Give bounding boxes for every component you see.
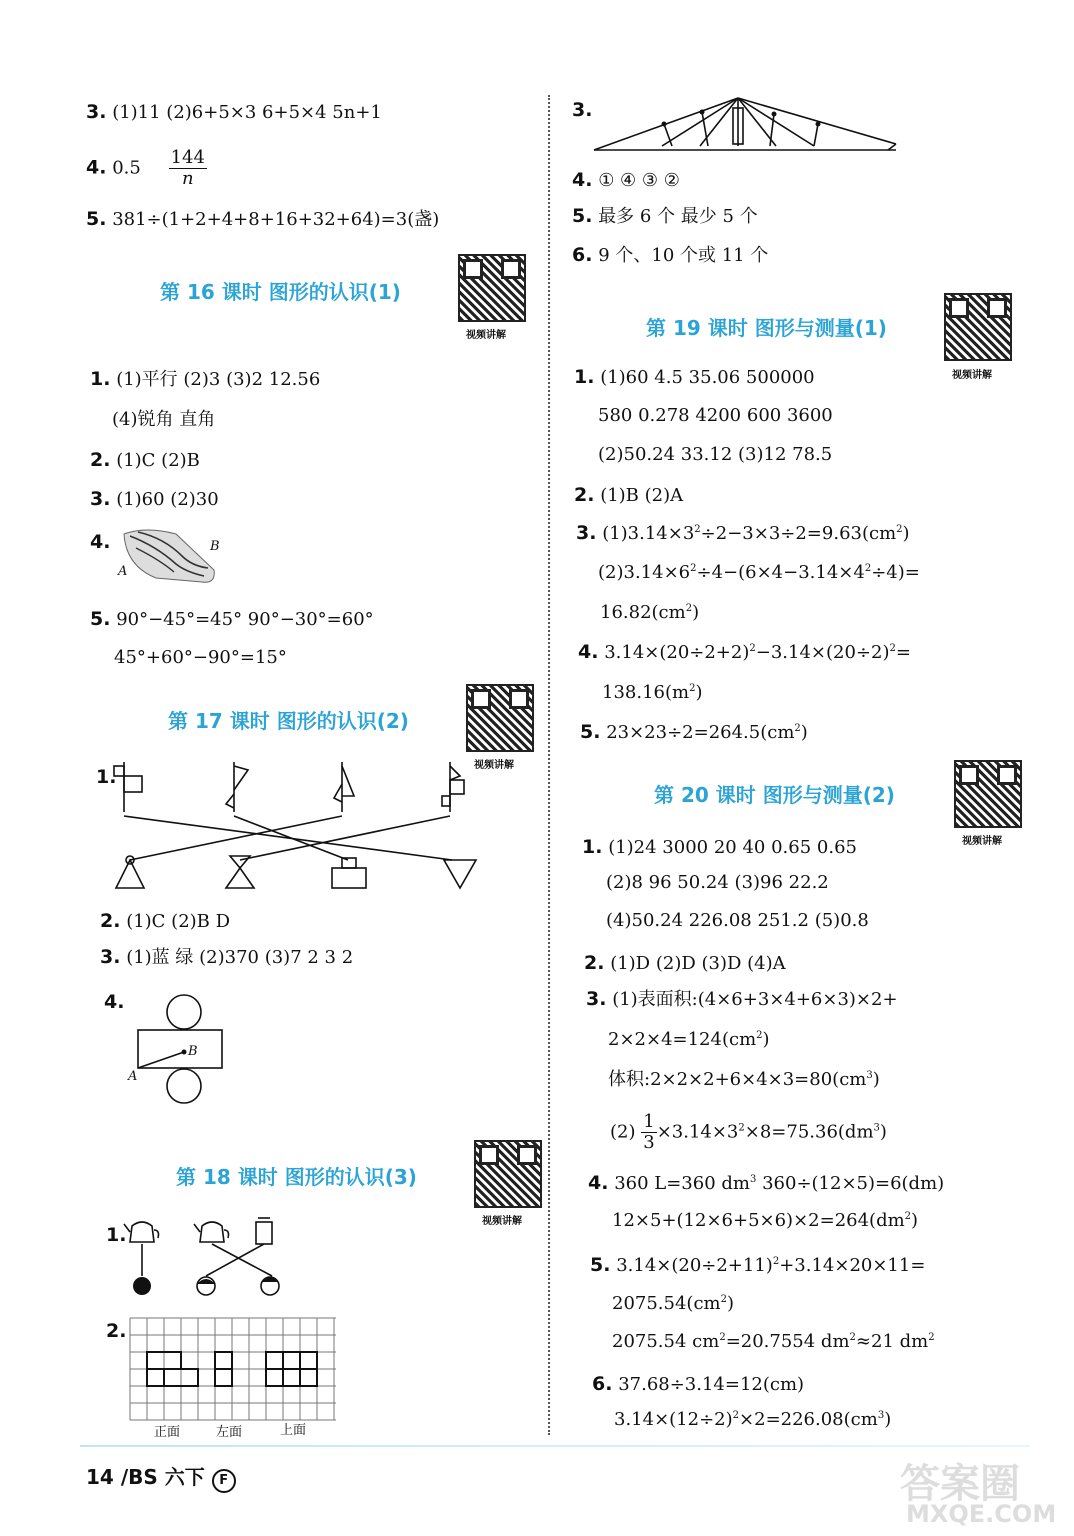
exponent: 2 [772, 1256, 780, 1267]
formula-part: ×8=75.36(dm [744, 1121, 874, 1143]
left-q5 [86, 210, 439, 229]
s16-q1 [90, 370, 320, 389]
question-number: 4. [104, 991, 125, 1013]
qr-label: 视频讲解 [474, 760, 514, 771]
s16-q1-line2: (4)锐角 直角 [112, 409, 216, 430]
view-label-front: 正面 [154, 1425, 181, 1440]
question-number: 5. [86, 208, 107, 230]
s19-q4-line2 [602, 684, 702, 702]
formula-part: 360÷(12×5)=6(dm) [756, 1173, 945, 1194]
exponent: 2 [694, 524, 701, 535]
fraction [641, 1112, 656, 1153]
formula-part: −3.14×(20÷2) [755, 642, 890, 663]
qr-code-icon[interactable] [458, 254, 526, 322]
s20-q3 [586, 990, 898, 1009]
section-heading-20: 第 20 课时 图形与测量(2) [654, 783, 895, 807]
formula-part: ×3.14×3 [656, 1121, 739, 1143]
exponent: 2 [889, 643, 896, 654]
question-number: 2. [100, 910, 121, 932]
answer-text: 9 个、10 个或 11 个 [598, 245, 769, 266]
view-label-top: 上面 [280, 1423, 307, 1438]
fraction-numerator: 144 [170, 147, 205, 168]
formula-part: 3.14×(20÷2+11) [616, 1255, 773, 1276]
formula-part: ) [872, 1069, 880, 1090]
s19-q1-line3: (2)50.24 33.12 (3)12 78.5 [598, 444, 833, 465]
answer-text: 0.5 [112, 157, 141, 179]
question-number: 3. [572, 99, 593, 121]
exponent: 2 [690, 563, 697, 574]
exponent: 2 [719, 1332, 726, 1343]
answer-text: (1)D (2)D (3)D (4)A [610, 953, 786, 974]
question-number: 4. [572, 169, 593, 191]
s16-q5 [90, 610, 374, 629]
answer-text: (1)60 (2)30 [116, 489, 219, 510]
question-number: 2. [574, 484, 595, 506]
right-q4 [572, 171, 680, 190]
question-number: 4. [90, 531, 111, 553]
left-q3 [86, 103, 382, 122]
question-number: 5. [90, 608, 111, 630]
formula-part: ) [692, 602, 700, 623]
s20-q1-line3: (4)50.24 226.08 251.2 (5)0.8 [606, 910, 869, 931]
s20-q6 [592, 1375, 804, 1394]
exponent: 2 [689, 683, 696, 694]
column-divider [548, 95, 550, 1435]
s20-q4-line2 [612, 1212, 918, 1230]
point-label-a: A [128, 1069, 138, 1084]
formula-part: ×2=226.08(cm [739, 1409, 878, 1430]
section-heading-17: 第 17 课时 图形的认识(2) [168, 709, 409, 733]
exponent: 3 [873, 1122, 880, 1134]
question-number: 5. [572, 205, 593, 227]
fraction-denominator: 3 [643, 1131, 655, 1153]
exponent: 2 [720, 1294, 727, 1305]
question-number: 3. [90, 488, 111, 510]
qr-label: 视频讲解 [482, 1216, 522, 1227]
qr-code-icon[interactable] [466, 684, 534, 752]
exponent: 2 [904, 1211, 912, 1222]
right-q6 [572, 246, 768, 265]
question-number: 5. [580, 721, 601, 743]
answer-text: 90°−45°=45° 90°−30°=60° [116, 609, 374, 630]
qr-code-icon[interactable] [954, 760, 1022, 828]
s20-q1-line2: (2)8 96 50.24 (3)96 22.2 [606, 872, 829, 893]
edition-badge: F [212, 1469, 236, 1493]
formula-part: 12×5+(12×6+5×6)×2=264(dm [612, 1210, 905, 1231]
question-number: 2. [90, 449, 111, 471]
point-label-b: B [188, 1044, 198, 1059]
question-number: 3. [100, 946, 121, 968]
formula-part: +3.14×20×11= [779, 1255, 926, 1276]
formula-part: ) [800, 722, 808, 743]
formula-part: ) [762, 1029, 770, 1050]
formula-part: ÷4)= [871, 562, 920, 583]
formula-part: ) [879, 1121, 887, 1143]
s20-q5 [590, 1256, 925, 1275]
qr-code-icon[interactable] [474, 1140, 542, 1208]
question-number: 5. [590, 1254, 611, 1276]
roof-truss-figure [592, 94, 898, 152]
formula-part: 360 L=360 dm [614, 1173, 750, 1194]
formula-part: 2×2×4=124(cm [608, 1029, 757, 1050]
question-number: 1. [96, 766, 117, 788]
s20-q6-line2 [614, 1411, 891, 1429]
formula-part: (1)3.14×3 [602, 523, 695, 544]
answer-text: 最多 6 个 最少 5 个 [598, 206, 758, 227]
answer-text: (1)60 4.5 35.06 500000 [600, 367, 815, 388]
answer-text: (1)C (2)B [116, 450, 200, 471]
question-number: 4. [86, 156, 107, 179]
exponent: 2 [756, 1030, 763, 1041]
question-number: 6. [572, 244, 593, 266]
answer-text: (1)蓝 绿 (2)370 (3)7 2 3 2 [126, 947, 354, 968]
answer-text: (1)11 (2)6+5×3 6+5×4 5n+1 [112, 102, 382, 123]
exponent: 2 [749, 643, 756, 654]
s19-q1 [574, 368, 815, 387]
qr-code-icon[interactable] [944, 293, 1012, 361]
three-views-grid-figure [130, 1318, 336, 1422]
formula-part: 体积:2×2×2+6×4×3=80(cm [608, 1069, 867, 1090]
question-number: 3. [576, 522, 597, 544]
right-q5 [572, 207, 758, 226]
footer-rule [80, 1445, 1030, 1447]
s17-q3 [100, 948, 353, 967]
formula-part: = [895, 642, 911, 663]
s20-q1 [582, 838, 857, 857]
exponent: 2 [864, 563, 872, 574]
exponent: 3 [866, 1070, 873, 1081]
page-footer [86, 1467, 236, 1493]
qr-label: 视频讲解 [962, 836, 1002, 847]
s16-q5-line2: 45°+60°−90°=15° [114, 647, 287, 668]
s16-q3 [90, 490, 219, 509]
question-number: 1. [106, 1224, 127, 1246]
exponent: 2 [738, 1122, 745, 1134]
answer-text: 381÷(1+2+4+8+16+32+64)=3(盏) [112, 209, 440, 230]
s20-q3-line3 [608, 1071, 880, 1089]
left-q4 [86, 148, 207, 189]
s20-q5-line2 [612, 1295, 734, 1313]
question-number: 1. [582, 836, 603, 858]
answer-text: ① ④ ③ ② [598, 170, 680, 191]
fraction-numerator: 1 [643, 1111, 655, 1132]
formula-part: ÷4−(6×4−3.14×4 [696, 562, 865, 583]
fraction-denominator: n [181, 167, 194, 189]
s19-q4 [578, 643, 911, 662]
section-heading-18: 第 18 课时 图形的认识(3) [176, 1165, 417, 1189]
exponent: 2 [794, 723, 801, 734]
page-number: 14 [86, 1465, 114, 1489]
s16-q2 [90, 451, 200, 470]
cylinder-net-figure [126, 994, 226, 1106]
exponent: 2 [685, 603, 693, 614]
s19-q3 [576, 524, 910, 543]
view-label-left: 左面 [216, 1425, 243, 1440]
s19-q5 [580, 723, 808, 742]
formula-part: ) [884, 1409, 892, 1430]
s19-q1-line2: 580 0.278 4200 600 3600 [598, 405, 833, 426]
edition-label: /BS 六下 [120, 1465, 205, 1489]
formula-part: (2)3.14×6 [598, 562, 691, 583]
s19-q3-line3 [600, 604, 699, 622]
answer-text: (1)24 3000 20 40 0.65 0.65 [608, 837, 857, 858]
question-number: 4. [578, 641, 599, 663]
answer-text: (1)平行 (2)3 (3)2 12.56 [116, 369, 321, 390]
point-label-b: B [210, 539, 220, 554]
s19-q2 [574, 486, 683, 505]
s20-q3-line4 [610, 1112, 887, 1153]
s17-q2 [100, 912, 230, 931]
formula-part: 3.14×(12÷2) [614, 1409, 733, 1430]
watermark-bottom: MXQE.COM [906, 1500, 1057, 1528]
exponent: 3 [749, 1174, 757, 1185]
exponent: 2 [896, 524, 903, 535]
question-number: 3. [586, 988, 607, 1010]
formula-part: (2) [610, 1121, 636, 1143]
question-number: 1. [90, 368, 111, 390]
answer-text: 37.68÷3.14=12(cm) [618, 1374, 805, 1395]
teapot-view-matching-figure [122, 1214, 292, 1306]
fraction [169, 148, 207, 189]
formula-part: =20.7554 dm [725, 1331, 850, 1352]
watermark-top: 答案圈 [900, 1461, 1020, 1507]
s20-q3-line2 [608, 1031, 770, 1049]
formula-part: 2075.54(cm [612, 1293, 721, 1314]
exponent: 2 [928, 1332, 935, 1343]
formula-part: 2075.54 cm [612, 1331, 720, 1352]
exponent: 2 [732, 1410, 740, 1421]
qr-label: 视频讲解 [952, 370, 992, 381]
s20-q4 [588, 1174, 944, 1193]
answer-text: (1)表面积:(4×6+3×4+6×3)×2+ [612, 989, 898, 1010]
formula-part: ) [911, 1210, 919, 1231]
exponent: 2 [849, 1332, 856, 1343]
question-number: 3. [86, 101, 107, 123]
cylinder-path-figure [116, 526, 222, 588]
section-heading-16: 第 16 课时 图形的认识(1) [160, 280, 401, 304]
s20-q2 [584, 954, 786, 973]
formula-part: ÷2−3×3÷2=9.63(cm [700, 523, 897, 544]
qr-label: 视频讲解 [466, 330, 506, 341]
answer-text: (1)B (2)A [600, 485, 684, 506]
question-number: 2. [106, 1320, 127, 1342]
question-number: 4. [588, 1172, 609, 1194]
formula-part: ) [726, 1293, 735, 1314]
s20-q5-line3 [612, 1333, 935, 1351]
point-label-a: A [118, 564, 128, 579]
rotation-matching-figure [110, 756, 490, 896]
question-number: 1. [574, 366, 595, 388]
question-number: 6. [592, 1373, 613, 1395]
question-number: 2. [584, 952, 605, 974]
s19-q3-line2 [598, 564, 920, 582]
answer-text: (1)C (2)B D [126, 911, 231, 932]
formula-part: ) [902, 523, 910, 544]
formula-part: 23×23÷2=264.5(cm [606, 722, 795, 743]
formula-part: 138.16(m [602, 682, 690, 703]
formula-part: ≈21 dm [855, 1331, 929, 1352]
exponent: 3 [877, 1410, 885, 1421]
formula-part: ) [695, 682, 703, 703]
formula-part: 16.82(cm [600, 602, 686, 623]
formula-part: 3.14×(20÷2+2) [604, 642, 750, 663]
section-heading-19: 第 19 课时 图形与测量(1) [646, 316, 887, 340]
